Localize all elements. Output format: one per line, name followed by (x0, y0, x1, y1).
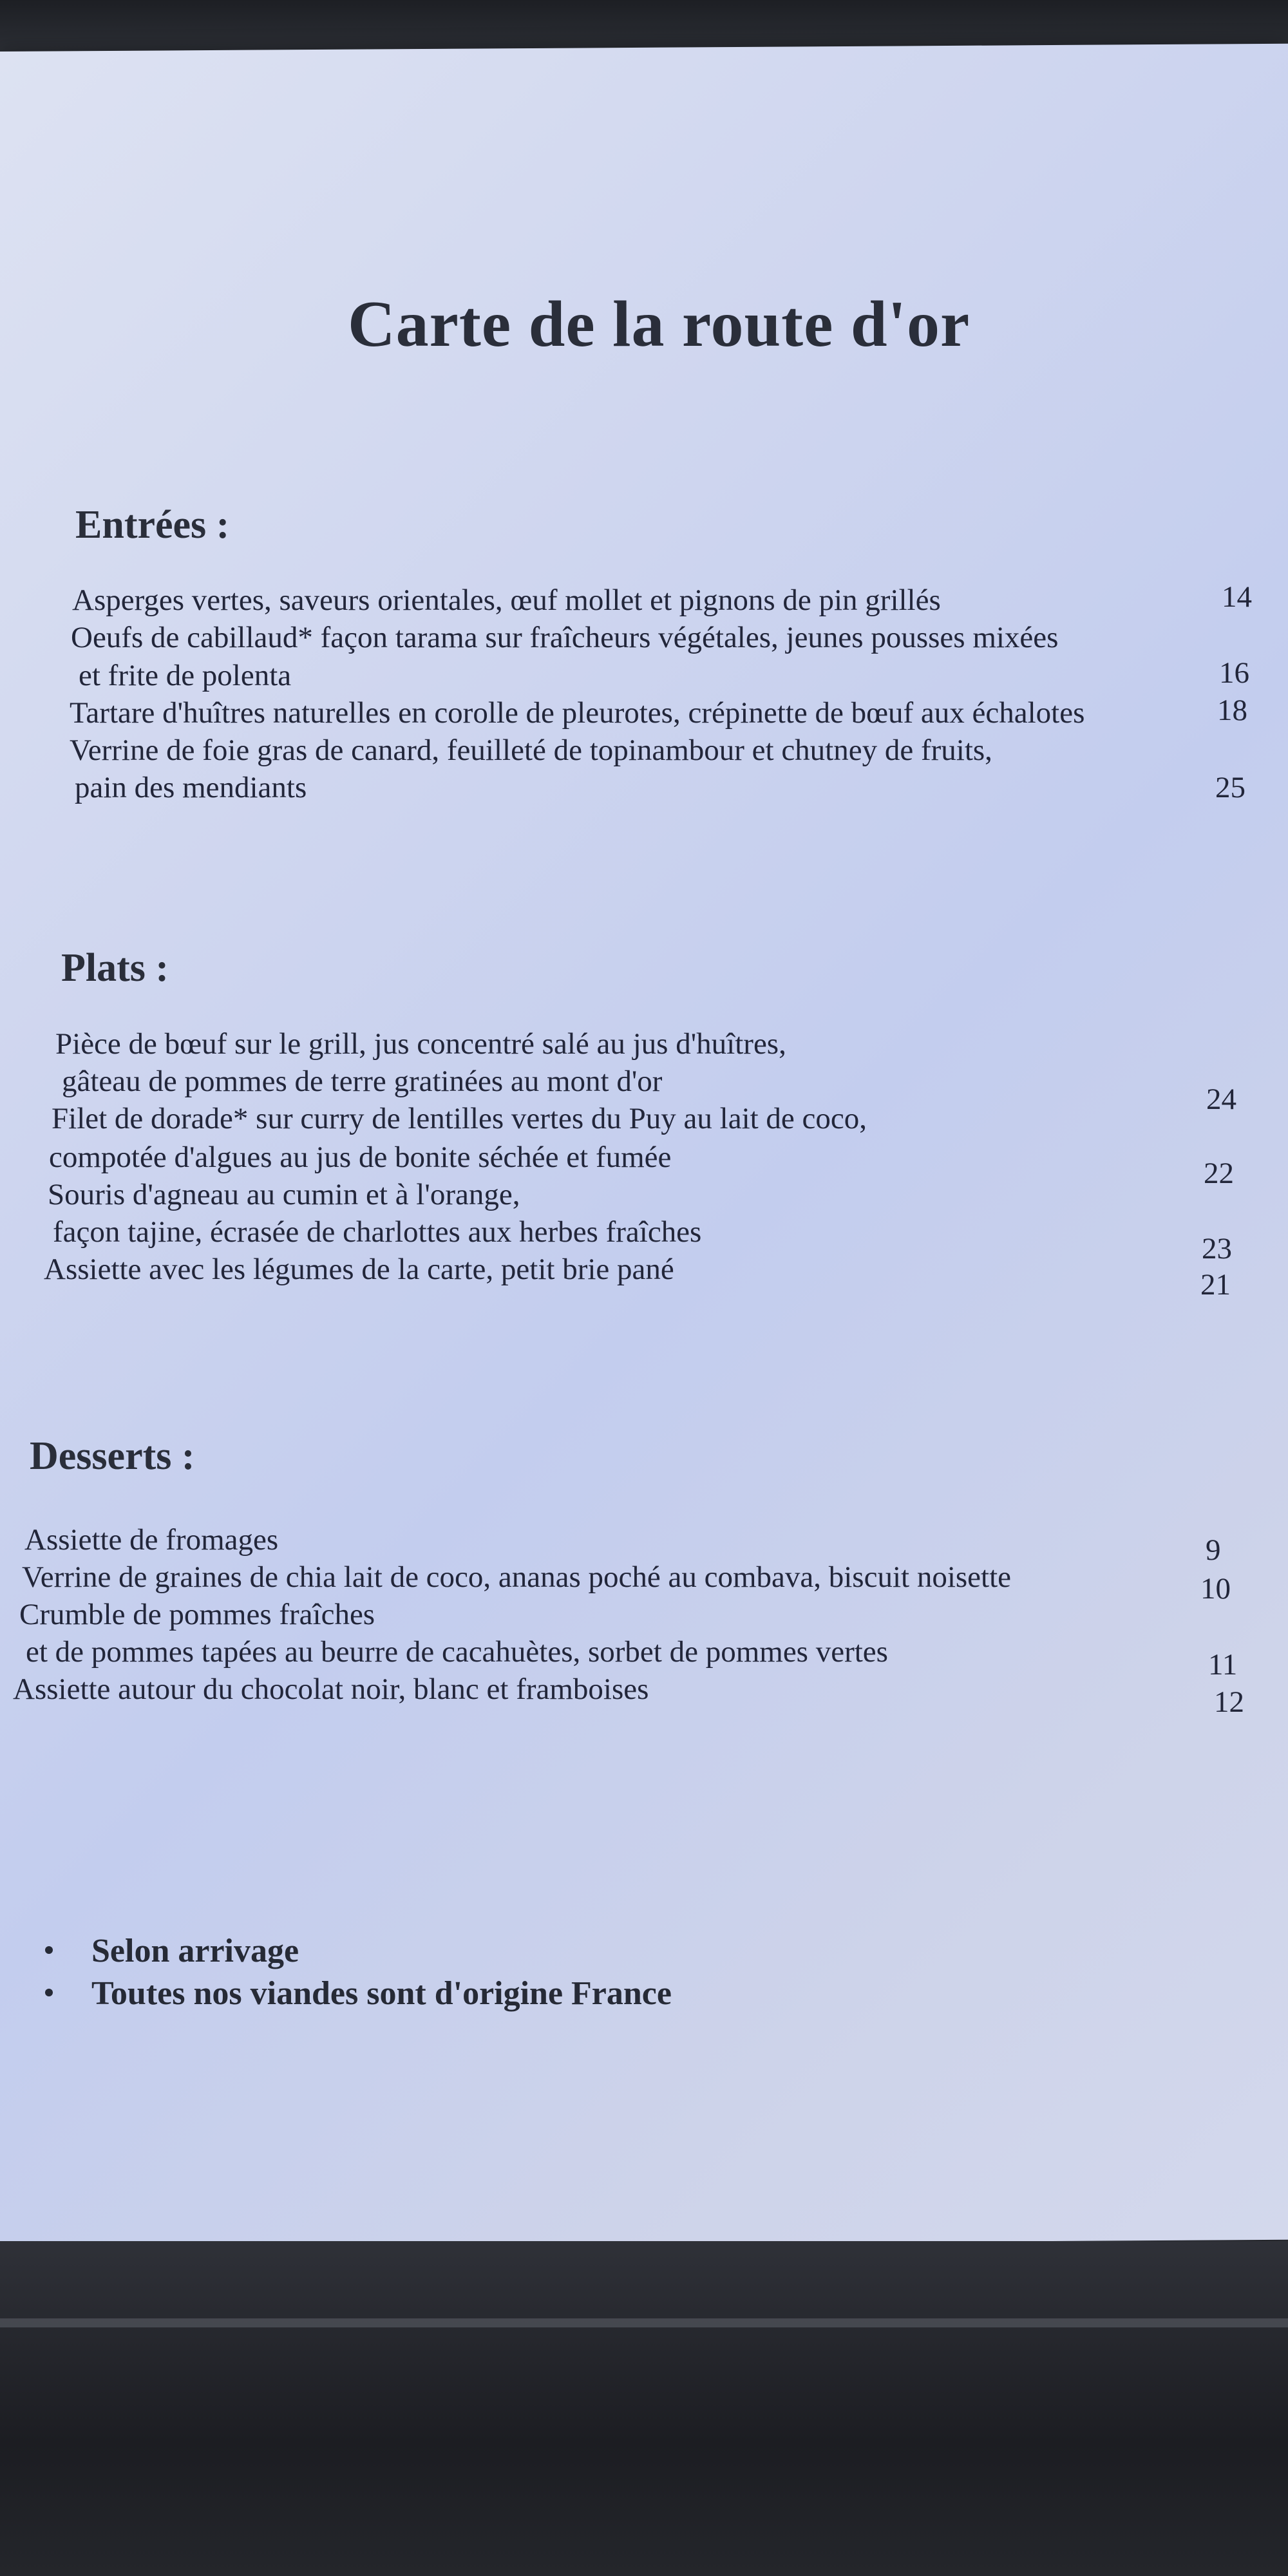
menu-item-line: Oeufs de cabillaud* façon tarama sur fraîcheurs végétales, jeunes pousses mixées (71, 621, 1059, 654)
menu-item-line: Filet de dorade* sur curry de lentilles vertes du Puy au lait de coco, (52, 1102, 867, 1135)
footnote-item (45, 1975, 672, 2012)
menu-item-line: compotée d'algues au jus de bonite séchée et fumée (49, 1141, 672, 1174)
menu-item-price: 14 (1222, 580, 1252, 614)
menu-item-line: Crumble de pommes fraîches (19, 1598, 375, 1631)
section-heading-plats: Plats : (61, 946, 169, 990)
menu-item-price: 16 (1219, 656, 1249, 690)
footnote-item (45, 1932, 299, 1970)
plastic-sleeve-edge (0, 2318, 1288, 2327)
footnote-text: Selon arrivage (91, 1933, 299, 1969)
background-bottom (0, 2241, 1288, 2576)
menu-item-price: 25 (1215, 771, 1245, 804)
menu-item-line: Pièce de bœuf sur le grill, jus concentré salé au jus d'huîtres, (55, 1027, 786, 1061)
menu-item-price: 9 (1206, 1533, 1221, 1567)
section-heading-entrees: Entrées : (75, 503, 230, 547)
menu-item-price: 23 (1202, 1232, 1232, 1265)
menu-item-price: 12 (1214, 1685, 1244, 1719)
menu-item-line: et frite de polenta (79, 659, 292, 692)
menu-item-line: et de pommes tapées au beurre de cacahuètes, sorbet de pommes vertes (26, 1635, 888, 1669)
menu-item-line: Verrine de foie gras de canard, feuilleté de topinambour et chutney de fruits, (70, 734, 992, 767)
menu-item-line: Assiette avec les légumes de la carte, petit brie pané (44, 1253, 674, 1286)
menu-item-line: Assiette de fromages (24, 1523, 279, 1557)
menu-item-line: gâteau de pommes de terre gratinées au mont d'or (62, 1065, 663, 1098)
menu-item-price: 21 (1200, 1268, 1231, 1302)
section-heading-desserts: Desserts : (30, 1434, 195, 1478)
menu-item-line: Souris d'agneau au cumin et à l'orange, (48, 1178, 520, 1211)
menu-item-line: Verrine de graines de chia lait de coco, ananas poché au combava, biscuit noisette (22, 1560, 1012, 1594)
menu-item-price: 11 (1208, 1648, 1238, 1681)
menu-item-price: 24 (1206, 1083, 1236, 1116)
menu-item-line: Asperges vertes, saveurs orientales, œuf mollet et pignons de pin grillés (72, 583, 941, 617)
menu-item-price: 10 (1200, 1572, 1231, 1605)
bullet-icon (45, 1989, 53, 1996)
menu-item-price: 22 (1204, 1157, 1234, 1190)
bullet-icon (45, 1946, 53, 1954)
menu-item-line: Assiette autour du chocolat noir, blanc et framboises (13, 1672, 649, 1706)
menu-item-line: façon tajine, écrasée de charlottes aux herbes fraîches (53, 1215, 702, 1249)
menu-item-line: pain des mendiants (75, 771, 307, 804)
menu-title: Carte de la route d'or (348, 288, 971, 361)
menu-item-line: Tartare d'huîtres naturelles en corolle de pleurotes, crépinette de bœuf aux échalotes (70, 696, 1085, 730)
footnote-text: Toutes nos viandes sont d'origine France (91, 1975, 672, 2012)
menu-item-price: 18 (1217, 694, 1247, 727)
